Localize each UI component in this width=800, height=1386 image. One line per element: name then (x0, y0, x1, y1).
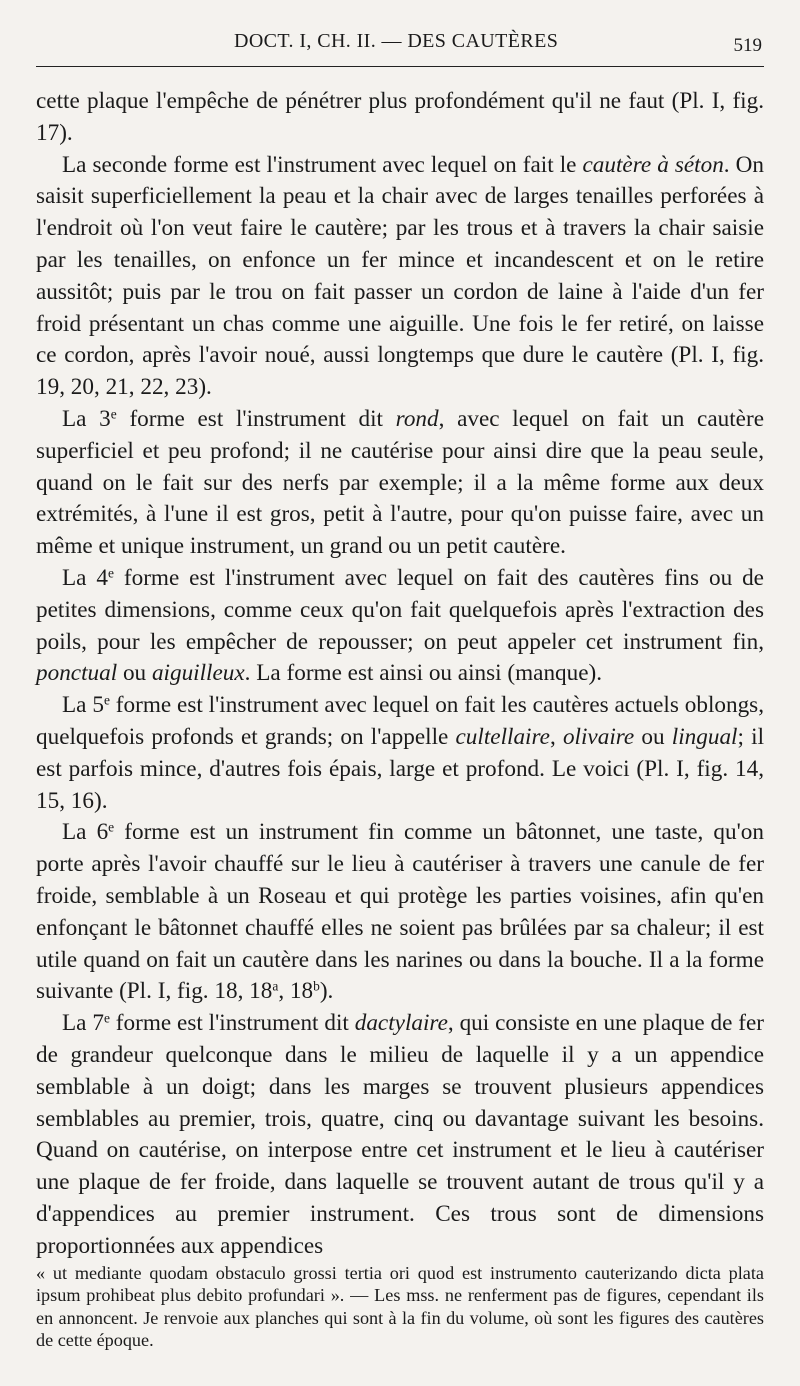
header-rule (36, 66, 764, 67)
paragraph-text: . La forme est ainsi ou ainsi (manque). (244, 660, 603, 687)
paragraph-text: ; il est parfois mince, d'autres fois épais, large et profond. Le voici (Pl. I, fig. 14, 15, 16). (36, 723, 765, 814)
paragraph-text: La 6 (62, 819, 109, 846)
italic-term: olivaire (562, 723, 635, 750)
paragraph-text: ou (634, 723, 672, 750)
paragraph-fourth-form (36, 563, 764, 690)
italic-term: rond (395, 405, 439, 432)
paragraph-third-form (36, 404, 764, 563)
italic-term: cautère à séton (582, 151, 724, 178)
paragraph-fifth-form (36, 690, 764, 817)
ordinal-superscript: e (108, 819, 115, 835)
italic-term: cultellaire (455, 723, 550, 750)
ordinal-superscript: e (107, 565, 114, 581)
main-text (36, 86, 764, 1262)
page-number: 519 (733, 35, 762, 56)
ordinal-superscript: e (103, 1010, 110, 1026)
figure-superscript: b (313, 978, 320, 994)
paragraph-text: forme est l'instrument dit (109, 1010, 355, 1037)
paragraph-text: . On saisit superficiellement la peau et la chair avec de larges tenailles perforées à l'endroit où l'on veut faire le cautère; par les trous et à travers la chair saisie par les tenailles, on enfonce un fer mince et incandescent et on le retire aussitôt; puis par le trou on fait passer un cordon de laine à l'aide d'un fer froid présentant un chas comme une aiguille. Une fois le fer retiré, on laisse ce cordon, après l'avoir noué, aussi longtemps que dure le cautère (Pl. I, fig. 19, 20, 21, 22, 23). (36, 151, 764, 401)
paragraph-text: cette plaque l'empêche de pénétrer plus profondément qu'il ne faut (Pl. I, fig. 17). (36, 88, 764, 146)
italic-term: dactylaire (354, 1010, 448, 1037)
paragraph-text: , (549, 723, 563, 750)
paragraph-text: La 3 (62, 405, 111, 432)
paragraph-text: forme est l'instrument avec lequel on fait les cautères actuels oblongs, quelquefois profonds et grands; on l'appelle (36, 692, 764, 750)
figure-superscript: a (272, 978, 279, 994)
italic-term: aiguilleux (151, 660, 245, 687)
paragraph-text: ). (319, 978, 334, 1005)
paragraph-text: La 7 (62, 1010, 104, 1037)
paragraph-text: forme est l'instrument avec lequel on fait des cautères fins ou de petites dimensions, comme ceux qu'on fait quelquefois après l'extraction des poils, pour les empêcher de repousser; on peut appeler cet instrument fin, (36, 564, 764, 655)
paragraph-text: , avec lequel on fait un cautère superficiel et peu profond; il ne cautérise pour ainsi dire que la peau seule, quand on le fait sur des nerfs par exemple; il a la même forme aux deux extrémités, à l'une il est gros, petit à l'autre, pour qu'on puisse faire, avec un même et unique instrument, un grand ou un petit cautère. (36, 405, 764, 560)
paragraph-text: , qui consiste en une plaque de fer de grandeur quelconque dans le milieu de laquelle il y a un appendice semblable à un doigt; dans les marges se trouvent plusieurs appendices semblables au premier, trois, quatre, cinq ou davantage suivant les besoins. Quand on cautérise, on interpose entre cet instrument et le lieu à cautériser une plaque de fer froide, dans laquelle se trouvent autant de trous qu'il y a d'appendices au premier instrument. Ces trous sont de dimensions proportionnées aux appendices (36, 1010, 764, 1259)
paragraph-text: La seconde forme est l'instrument avec lequel on fait le (62, 151, 583, 178)
ordinal-superscript: e (110, 406, 117, 422)
paragraph-text: forme est un instrument fin comme un bâtonnet, une taste, qu'on porte après l'avoir chauffé sur le lieu à cautériser à travers une canule de fer froide, semblable à un Roseau et qui protège les parties voisines, afin qu'en enfonçant le bâtonnet chauffé elles ne soient pas brûlées par sa chaleur; il est utile quand on fait un cautère dans les narines ou dans la bouche. Il a la forme suivante (Pl. I, fig. 18, 18 (36, 819, 764, 1005)
ordinal-superscript: e (103, 692, 110, 708)
paragraph-text: La 4 (62, 564, 108, 591)
paragraph-text: ou (117, 660, 152, 687)
paragraph-seventh-form (36, 1008, 764, 1262)
footnote: « ut mediante quodam obstaculo grossi tertia ori quod est instrumento cauterizando dicta plata ipsum prohibeat plus debito profundari ». — Les mss. ne renferment pas de figures, cependant ils en annoncent. Je renvoie aux planches qui sont à la fin du volume, où sont les figures des cautères de cette époque. (36, 1263, 764, 1351)
paragraph-text: La 5 (62, 692, 104, 719)
paragraph-text: , 18 (278, 978, 314, 1005)
paragraph-continued (36, 86, 764, 150)
paragraph-second-form (36, 150, 764, 404)
page-header (36, 26, 764, 72)
italic-term: ponctual (36, 660, 118, 687)
paragraph-sixth-form (36, 817, 764, 1008)
running-head: DOCT. I, CH. II. — DES CAUTÈRES (234, 30, 559, 52)
italic-term: lingual (671, 723, 738, 750)
paragraph-text: forme est l'instrument dit (116, 405, 396, 432)
